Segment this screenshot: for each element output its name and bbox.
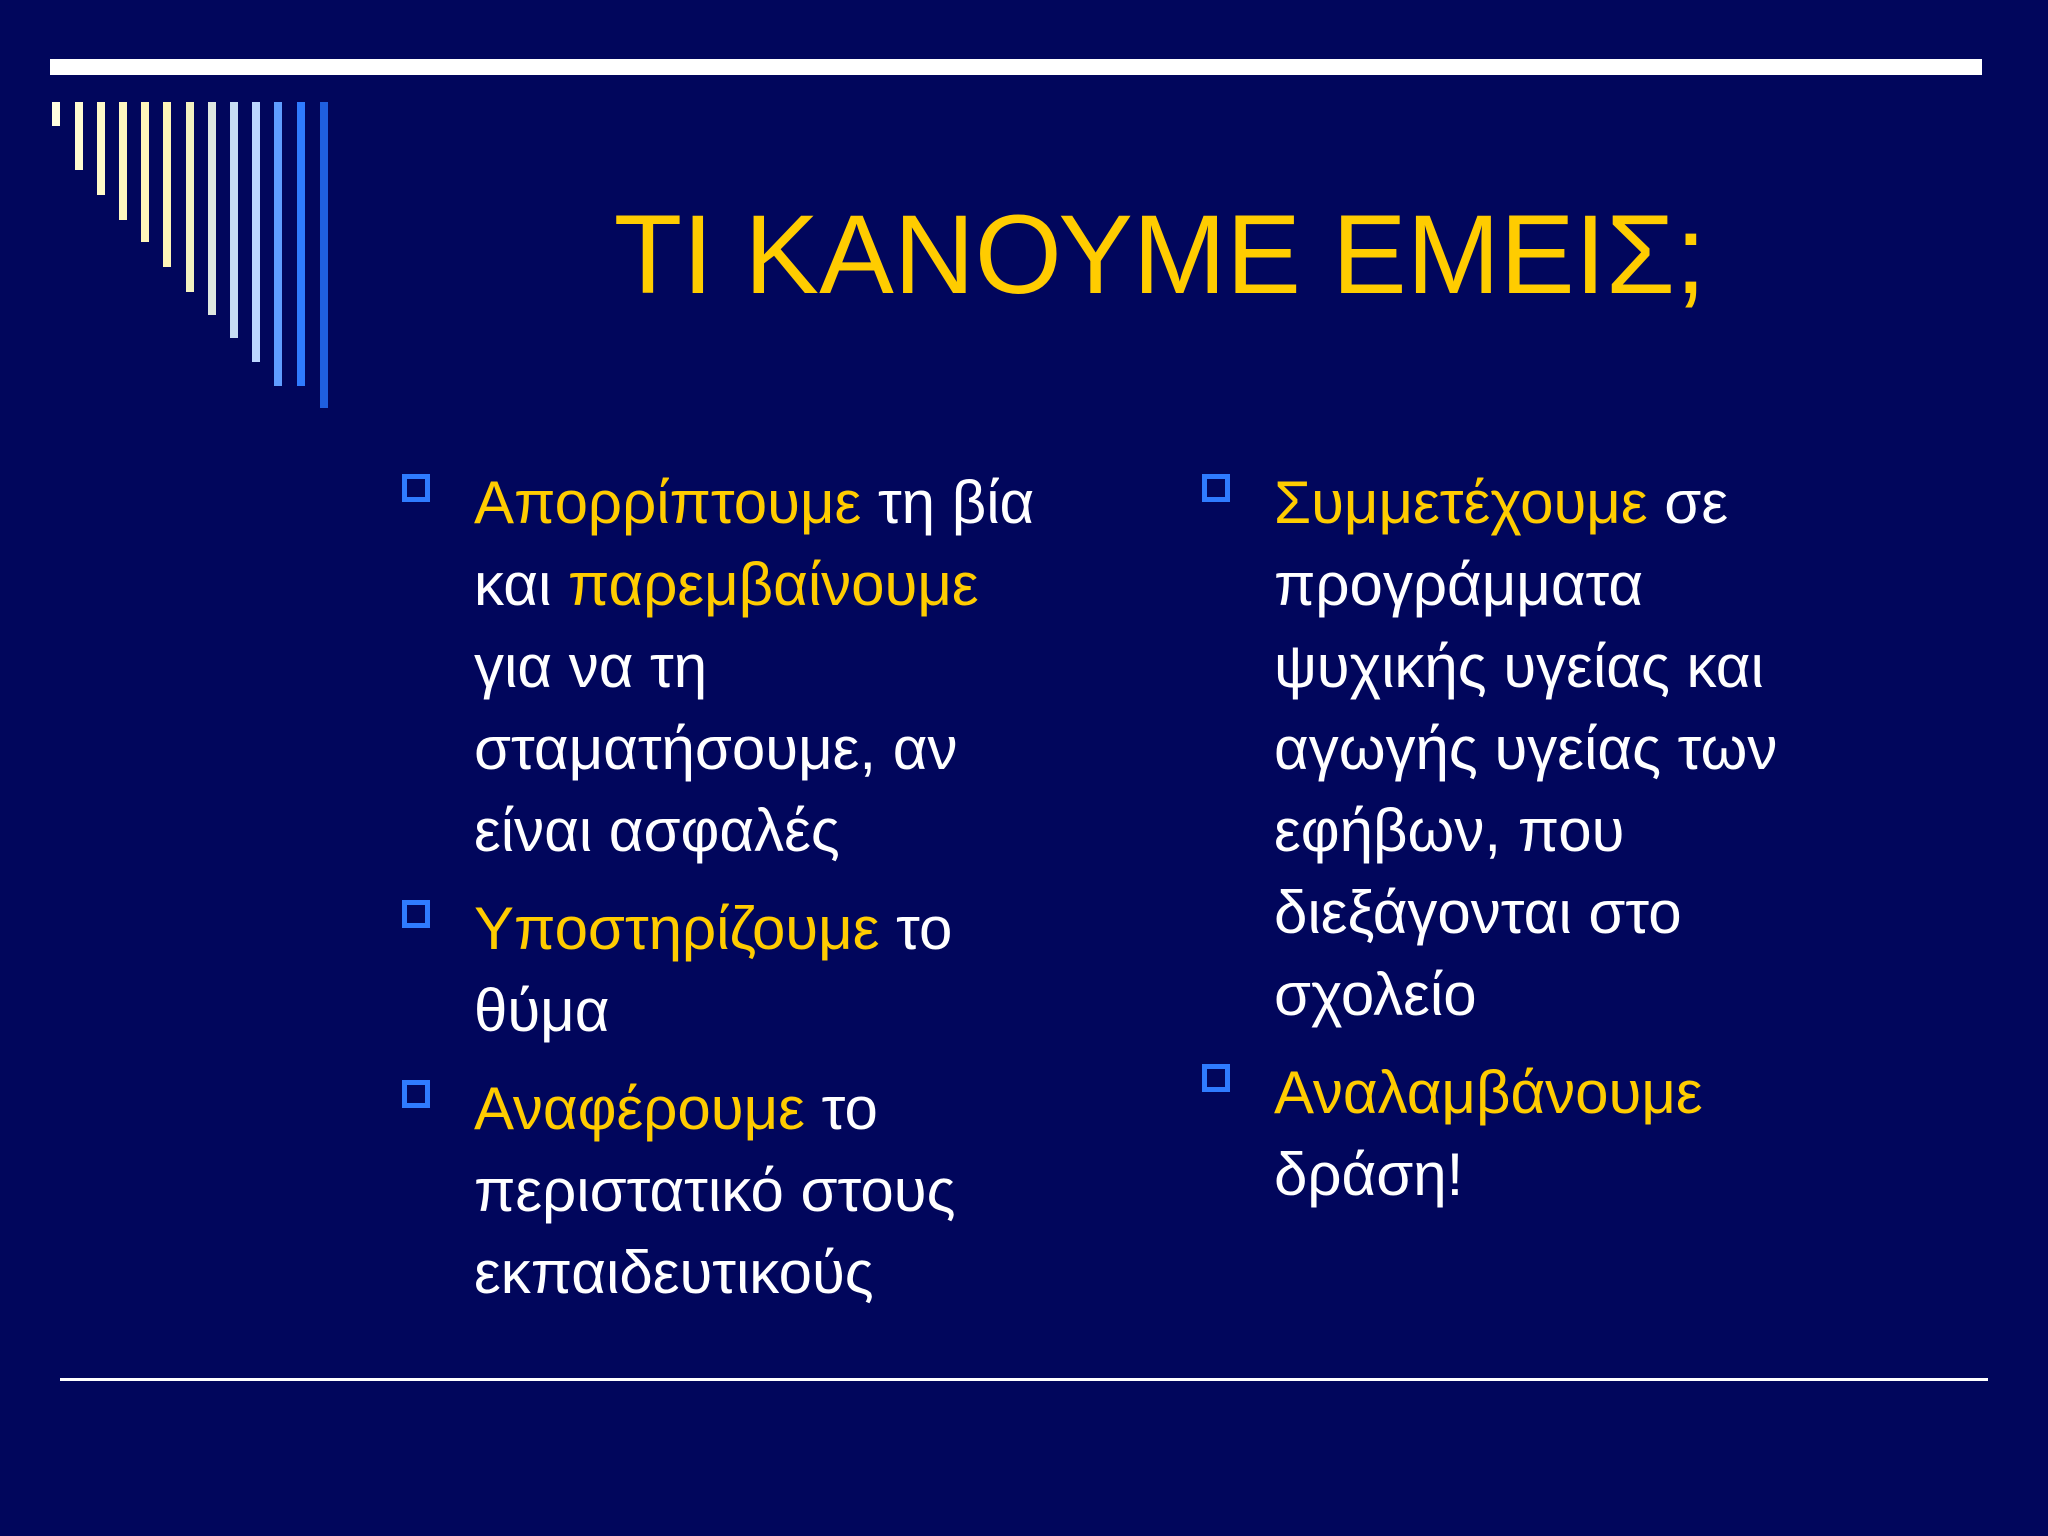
bullet-text: το — [879, 895, 953, 962]
bullet-item-report-incident — [400, 1068, 1140, 1314]
bullet-keyword: Συμμετέχουμε — [1274, 469, 1648, 536]
bullet-text: εκπαιδευτικούς — [474, 1239, 874, 1306]
stripe — [208, 102, 216, 315]
stripe — [97, 102, 105, 195]
stripe — [186, 102, 194, 292]
bullet-keyword: Αναλαμβάνουμε — [1274, 1059, 1703, 1126]
bullet-text: τη βία — [861, 469, 1035, 536]
stripe — [75, 102, 83, 170]
bullet-text: θύμα — [474, 977, 610, 1044]
bullet-item-reject-violence — [400, 462, 1140, 872]
stripe — [119, 102, 127, 220]
right-bullet-list — [1200, 462, 1920, 1232]
stripe — [52, 102, 60, 126]
slide-title: ΤΙ ΚΑΝΟΥΜΕ ΕΜΕΙΣ; — [613, 192, 1707, 317]
decorative-stripes — [0, 0, 340, 420]
stripe — [320, 102, 328, 408]
stripe — [274, 102, 282, 386]
bullet-text: το — [804, 1075, 878, 1142]
bullet-item-support-victim — [400, 888, 1140, 1052]
bottom-divider-line — [60, 1378, 1988, 1381]
bullet-item-participate-programs — [1200, 462, 1920, 1036]
hollow-square-icon — [402, 1080, 430, 1108]
hollow-square-icon — [1202, 1064, 1230, 1092]
bullet-text: είναι ασφαλές — [474, 797, 840, 864]
bullet-text: προγράμματα — [1274, 551, 1644, 618]
bullet-keyword: παρεμβαίνουμε — [567, 551, 979, 618]
hollow-square-icon — [402, 900, 430, 928]
bullet-text: διεξάγονται στο — [1274, 879, 1682, 946]
bullet-text: σταματήσουμε, αν — [474, 715, 958, 782]
bullet-text: ψυχικής υγείας και — [1274, 633, 1764, 700]
bullet-keyword: Αναφέρουμε — [474, 1075, 805, 1142]
stripe — [163, 102, 171, 267]
bullet-item-take-action — [1200, 1052, 1920, 1216]
bullet-text: σχολείο — [1274, 961, 1477, 1028]
stripe — [230, 102, 238, 338]
bullet-text: και — [474, 551, 568, 618]
hollow-square-icon — [402, 474, 430, 502]
bullet-keyword: Υποστηρίζουμε — [474, 895, 880, 962]
bullet-text: δράση! — [1274, 1141, 1464, 1208]
bullet-text: για να τη — [474, 633, 708, 700]
stripe — [141, 102, 149, 242]
left-bullet-list — [400, 462, 1140, 1330]
stripe — [297, 102, 305, 386]
bullet-text: περιστατικό στους — [474, 1157, 956, 1224]
stripe — [252, 102, 260, 362]
bullet-text: εφήβων, που — [1274, 797, 1625, 864]
bullet-text: αγωγής υγείας των — [1274, 715, 1778, 782]
bullet-text: σε — [1647, 469, 1729, 536]
bullet-keyword: Απορρίπτουμε — [474, 469, 862, 536]
hollow-square-icon — [1202, 474, 1230, 502]
